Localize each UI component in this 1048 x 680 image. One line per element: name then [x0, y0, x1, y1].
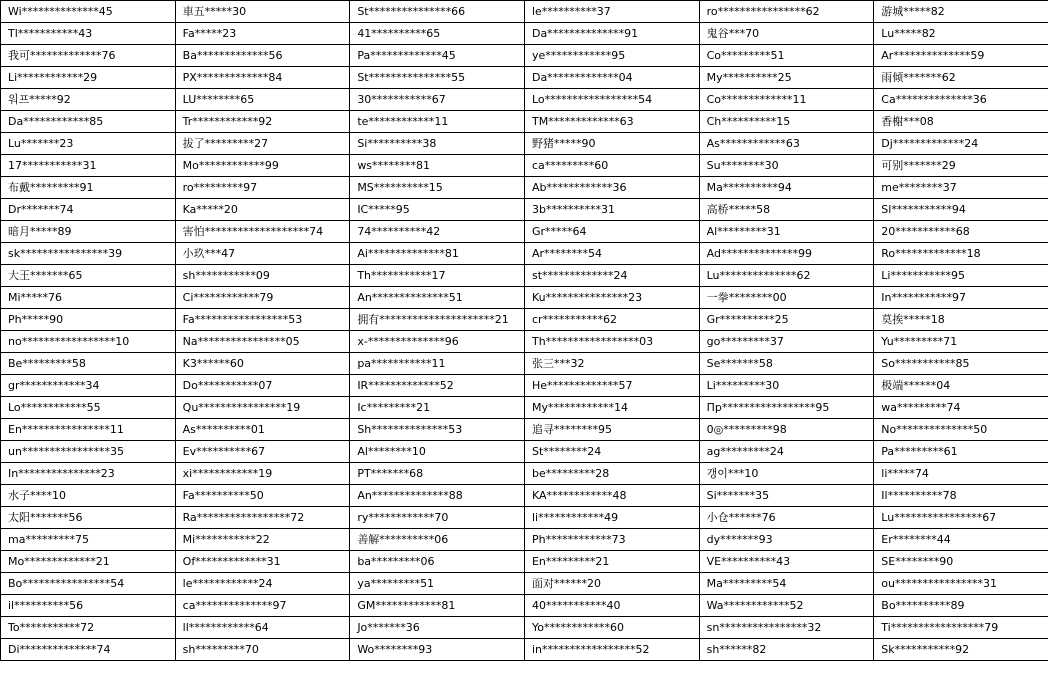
table-cell: 害怕*******************74 — [175, 221, 350, 243]
table-cell: 游城*****82 — [874, 1, 1048, 23]
table-cell: 太阳*******56 — [1, 507, 176, 529]
table-cell: sh*********70 — [175, 639, 350, 661]
table-cell: 野猪*****90 — [524, 133, 699, 155]
table-cell: Ph*****90 — [1, 309, 176, 331]
table-cell: Be*********58 — [1, 353, 176, 375]
table-cell: ya*********51 — [350, 573, 525, 595]
table-cell: LU********65 — [175, 89, 350, 111]
table-row — [1, 507, 1048, 529]
table-cell: Gr**********25 — [699, 309, 874, 331]
table-cell: MS**********15 — [350, 177, 525, 199]
table-cell: ll************64 — [175, 617, 350, 639]
table-row — [1, 111, 1048, 133]
table-cell: Ro*************18 — [874, 243, 1048, 265]
table-row — [1, 89, 1048, 111]
table-cell: St***************66 — [350, 1, 525, 23]
table-cell: go*********37 — [699, 331, 874, 353]
table-cell: Ci************79 — [175, 287, 350, 309]
table-cell: 拔了*********27 — [175, 133, 350, 155]
table-cell: 可别*******29 — [874, 155, 1048, 177]
table-cell: Lu*****82 — [874, 23, 1048, 45]
table-row — [1, 23, 1048, 45]
table-cell: 高桥*****58 — [699, 199, 874, 221]
table-cell: 极端******04 — [874, 375, 1048, 397]
table-cell: Pa*********61 — [874, 441, 1048, 463]
table-cell: st*************24 — [524, 265, 699, 287]
table-cell: Ti*****************79 — [874, 617, 1048, 639]
table-cell: K3******60 — [175, 353, 350, 375]
table-cell: Yu*********71 — [874, 331, 1048, 353]
table-cell: Ma*********54 — [699, 573, 874, 595]
table-cell: li************49 — [524, 507, 699, 529]
table-cell: ou****************31 — [874, 573, 1048, 595]
table-row — [1, 155, 1048, 177]
table-cell: 张三***32 — [524, 353, 699, 375]
table-cell: Fa*****23 — [175, 23, 350, 45]
table-row — [1, 133, 1048, 155]
table-cell: KA************48 — [524, 485, 699, 507]
table-cell: ro*********97 — [175, 177, 350, 199]
table-cell: 香榭***08 — [874, 111, 1048, 133]
table-row — [1, 573, 1048, 595]
table-row — [1, 199, 1048, 221]
table-cell: 莫挨*****18 — [874, 309, 1048, 331]
table-cell: TM*************63 — [524, 111, 699, 133]
table-row — [1, 221, 1048, 243]
table-cell: 17***********31 — [1, 155, 176, 177]
table-cell: 갱이***10 — [699, 463, 874, 485]
table-cell: Se*******58 — [699, 353, 874, 375]
table-cell: 我可*************76 — [1, 45, 176, 67]
table-cell: Пр*****************95 — [699, 397, 874, 419]
table-cell: ye************95 — [524, 45, 699, 67]
table-cell: Jo*******36 — [350, 617, 525, 639]
table-cell: Co*********51 — [699, 45, 874, 67]
table-cell: Gr*****64 — [524, 221, 699, 243]
table-cell: no*****************10 — [1, 331, 176, 353]
table-cell: An**************51 — [350, 287, 525, 309]
table-cell: 워프*****92 — [1, 89, 176, 111]
table-cell: Da************85 — [1, 111, 176, 133]
table-cell: Dj*************24 — [874, 133, 1048, 155]
table-row — [1, 397, 1048, 419]
table-cell: Da*************04 — [524, 67, 699, 89]
table-cell: Ai**************81 — [350, 243, 525, 265]
table-row — [1, 331, 1048, 353]
table-row — [1, 595, 1048, 617]
table-row — [1, 67, 1048, 89]
table-cell: 大王*******65 — [1, 265, 176, 287]
table-cell: 車五*****30 — [175, 1, 350, 23]
table-body — [1, 1, 1048, 661]
table-row — [1, 265, 1048, 287]
table-cell: 40***********40 — [524, 595, 699, 617]
table-cell: Su********30 — [699, 155, 874, 177]
table-cell: Bo****************54 — [1, 573, 176, 595]
table-cell: be*********28 — [524, 463, 699, 485]
table-cell: IC*****95 — [350, 199, 525, 221]
table-cell: li*****74 — [874, 463, 1048, 485]
table-cell: Da**************91 — [524, 23, 699, 45]
table-cell: Tr************92 — [175, 111, 350, 133]
table-cell: cr***********62 — [524, 309, 699, 331]
table-cell: En****************11 — [1, 419, 176, 441]
table-cell: Lo*****************54 — [524, 89, 699, 111]
table-cell: My**********25 — [699, 67, 874, 89]
table-cell: Ba*************56 — [175, 45, 350, 67]
table-cell: As**********01 — [175, 419, 350, 441]
table-cell: 30***********67 — [350, 89, 525, 111]
table-cell: 41**********65 — [350, 23, 525, 45]
table-row — [1, 441, 1048, 463]
table-row — [1, 639, 1048, 661]
table-cell: PT*******68 — [350, 463, 525, 485]
table-cell: Sk***********92 — [874, 639, 1048, 661]
table-row — [1, 243, 1048, 265]
table-cell: GM************81 — [350, 595, 525, 617]
table-cell: Wa************52 — [699, 595, 874, 617]
table-row — [1, 1, 1048, 23]
table-cell: 拥有*********************21 — [350, 309, 525, 331]
table-cell: 布戴*********91 — [1, 177, 176, 199]
table-cell: He*************57 — [524, 375, 699, 397]
table-row — [1, 551, 1048, 573]
table-cell: Lu****************67 — [874, 507, 1048, 529]
table-cell: Mi***********22 — [175, 529, 350, 551]
table-cell: Yo************60 — [524, 617, 699, 639]
table-cell: 0◎*********98 — [699, 419, 874, 441]
table-cell: Ma**********94 — [699, 177, 874, 199]
table-row — [1, 375, 1048, 397]
table-cell: 面对******20 — [524, 573, 699, 595]
table-cell: SE********90 — [874, 551, 1048, 573]
table-cell: Ra*****************72 — [175, 507, 350, 529]
table-cell: En*********21 — [524, 551, 699, 573]
table-row — [1, 463, 1048, 485]
table-cell: ag*********24 — [699, 441, 874, 463]
table-cell: Mo************99 — [175, 155, 350, 177]
table-cell: Ev**********67 — [175, 441, 350, 463]
table-cell: To***********72 — [1, 617, 176, 639]
table-cell: Mo*************21 — [1, 551, 176, 573]
table-row — [1, 287, 1048, 309]
table-row — [1, 353, 1048, 375]
table-row — [1, 45, 1048, 67]
table-cell: Lu*******23 — [1, 133, 176, 155]
table-cell: Ca**************36 — [874, 89, 1048, 111]
table-cell: in*****************52 — [524, 639, 699, 661]
table-row — [1, 617, 1048, 639]
table-cell: Li************29 — [1, 67, 176, 89]
table-cell: le**********37 — [524, 1, 699, 23]
table-cell: St***************55 — [350, 67, 525, 89]
table-cell: 追寻********95 — [524, 419, 699, 441]
table-cell: wa*********74 — [874, 397, 1048, 419]
table-cell: il**********56 — [1, 595, 176, 617]
table-cell: ma*********75 — [1, 529, 176, 551]
table-cell: Er********44 — [874, 529, 1048, 551]
table-cell: Do***********07 — [175, 375, 350, 397]
table-cell: gr************34 — [1, 375, 176, 397]
table-cell: Al*********31 — [699, 221, 874, 243]
table-cell: 小仓******76 — [699, 507, 874, 529]
table-cell: Ad**************99 — [699, 243, 874, 265]
table-cell: 暗月*****89 — [1, 221, 176, 243]
table-cell: Lu**************62 — [699, 265, 874, 287]
table-cell: le************24 — [175, 573, 350, 595]
table-cell: Al********10 — [350, 441, 525, 463]
table-cell: Th*****************03 — [524, 331, 699, 353]
table-cell: 雨倾*******62 — [874, 67, 1048, 89]
table-cell: 20***********68 — [874, 221, 1048, 243]
table-cell: 小玖***47 — [175, 243, 350, 265]
table-cell: dy*******93 — [699, 529, 874, 551]
table-cell: Ab************36 — [524, 177, 699, 199]
table-cell: Fa*****************53 — [175, 309, 350, 331]
table-cell: In***********97 — [874, 287, 1048, 309]
table-cell: ca*********60 — [524, 155, 699, 177]
table-cell: Ch**********15 — [699, 111, 874, 133]
table-cell: Di**************74 — [1, 639, 176, 661]
table-cell: sk****************39 — [1, 243, 176, 265]
table-cell: 74**********42 — [350, 221, 525, 243]
table-cell: Si**********38 — [350, 133, 525, 155]
table-cell: te************11 — [350, 111, 525, 133]
table-cell: 善解**********06 — [350, 529, 525, 551]
table-cell: Bo**********89 — [874, 595, 1048, 617]
table-cell: Wi**************45 — [1, 1, 176, 23]
table-row — [1, 529, 1048, 551]
table-cell: Tl***********43 — [1, 23, 176, 45]
table-cell: un****************35 — [1, 441, 176, 463]
table-cell: Fa**********50 — [175, 485, 350, 507]
table-cell: me********37 — [874, 177, 1048, 199]
table-cell: ro****************62 — [699, 1, 874, 23]
table-cell: PX*************84 — [175, 67, 350, 89]
table-cell: pa***********11 — [350, 353, 525, 375]
table-cell: 水子****10 — [1, 485, 176, 507]
table-cell: ca**************97 — [175, 595, 350, 617]
table-cell: Na****************05 — [175, 331, 350, 353]
table-cell: Li*********30 — [699, 375, 874, 397]
table-cell: 鬼谷***70 — [699, 23, 874, 45]
table-cell: VE**********43 — [699, 551, 874, 573]
table-row — [1, 177, 1048, 199]
table-cell: My************14 — [524, 397, 699, 419]
table-cell: Sl***********94 — [874, 199, 1048, 221]
table-cell: 3b**********31 — [524, 199, 699, 221]
table-cell: Co*************11 — [699, 89, 874, 111]
table-cell: Ar**************59 — [874, 45, 1048, 67]
table-cell: Of*************31 — [175, 551, 350, 573]
table-cell: Wo********93 — [350, 639, 525, 661]
table-cell: ba*********06 — [350, 551, 525, 573]
table-cell: St********24 — [524, 441, 699, 463]
table-row — [1, 419, 1048, 441]
table-cell: No**************50 — [874, 419, 1048, 441]
table-row — [1, 309, 1048, 331]
table-cell: Ka*****20 — [175, 199, 350, 221]
table-cell: x-**************96 — [350, 331, 525, 353]
table-cell: Dr*******74 — [1, 199, 176, 221]
table-cell: As************63 — [699, 133, 874, 155]
table-cell: sh***********09 — [175, 265, 350, 287]
table-cell: Ar********54 — [524, 243, 699, 265]
table-cell: Sh**************53 — [350, 419, 525, 441]
table-cell: sn****************32 — [699, 617, 874, 639]
table-cell: IR*************52 — [350, 375, 525, 397]
table-cell: An**************88 — [350, 485, 525, 507]
table-cell: Th***********17 — [350, 265, 525, 287]
table-cell: Ic*********21 — [350, 397, 525, 419]
table-cell: Li***********95 — [874, 265, 1048, 287]
table-row — [1, 485, 1048, 507]
table-cell: ws********81 — [350, 155, 525, 177]
table-cell: Lo************55 — [1, 397, 176, 419]
table-cell: ry************70 — [350, 507, 525, 529]
table-cell: Pa*************45 — [350, 45, 525, 67]
table-cell: Ph************73 — [524, 529, 699, 551]
table-cell: So***********85 — [874, 353, 1048, 375]
table-cell: Mi*****76 — [1, 287, 176, 309]
table-cell: Ku***************23 — [524, 287, 699, 309]
table-cell: xi************19 — [175, 463, 350, 485]
table-cell: Si*******35 — [699, 485, 874, 507]
table-cell: Il**********78 — [874, 485, 1048, 507]
table-cell: sh******82 — [699, 639, 874, 661]
table-cell: Qu****************19 — [175, 397, 350, 419]
table-cell: In***************23 — [1, 463, 176, 485]
table-cell: 一拳********00 — [699, 287, 874, 309]
